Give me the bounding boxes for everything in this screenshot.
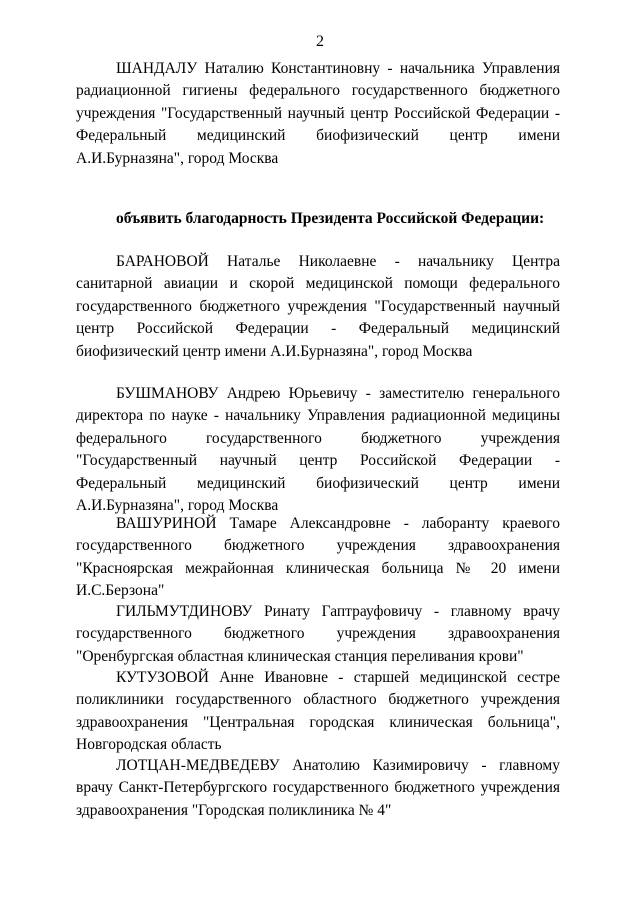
section-heading: объявить благодарность Президента Российской Федерации:: [116, 210, 545, 227]
gratitude-paragraph-bushmanov: БУШМАНОВУ Андрею Юрьевичу - заместителю генерального директора по науке - начальнику Управления радиационной медицины федерального государственного бюджетного учреждения "Государственный научный центр Российской Федерации - Федеральный медицинский биофизический центр имени А.И.Бурназяна", город Москва: [76, 385, 560, 515]
page-number: 2: [316, 33, 324, 50]
gratitude-paragraph-vashurina: ВАШУРИНОЙ Тамаре Александровне - лаборанту краевого государственного бюджетного учреждения здравоохранения "Красноярская межрайонная клиническая больница № 20 имени И.С.Берзона": [76, 515, 560, 600]
gratitude-paragraph-lotsan-medvedev: ЛОТЦАН-МЕДВЕДЕВУ Анатолию Казимировичу - главному врачу Санкт-Петербургского государственного бюджетного учреждения здравоохранения "Городская поликлиника № 4": [76, 757, 560, 819]
gratitude-paragraph-gilmutdinov: ГИЛЬМУТДИНОВУ Ринату Гаптрауфовичу - главному врачу государственного бюджетного учреждения здравоохранения "Оренбургская областная клиническая станция переливания крови": [76, 603, 560, 665]
gratitude-paragraph-kutuzova: КУТУЗОВОЙ Анне Ивановне - старшей медицинской сестре поликлиники государственного областного бюджетного учреждения здравоохранения "Центральная городская клиническая больница", Новгородская область: [76, 669, 560, 754]
award-paragraph-shandalu: ШАНДАЛУ Наталию Константиновну - начальника Управления радиационной гигиены федерального государственного бюджетного учреждения "Государственный научный центр Российской Федерации - Федеральный медицинский биофизический центр имени А.И.Бурназяна", город Москва: [76, 60, 560, 167]
gratitude-paragraph-baranova: БАРАНОВОЙ Наталье Николаевне - начальнику Центра санитарной авиации и скорой медицинской помощи федерального государственного бюджетного учреждения "Государственный научный центр Российской Федерации - Федеральный медицинский биофизический центр имени А.И.Бурназяна", город Москва: [76, 253, 560, 360]
